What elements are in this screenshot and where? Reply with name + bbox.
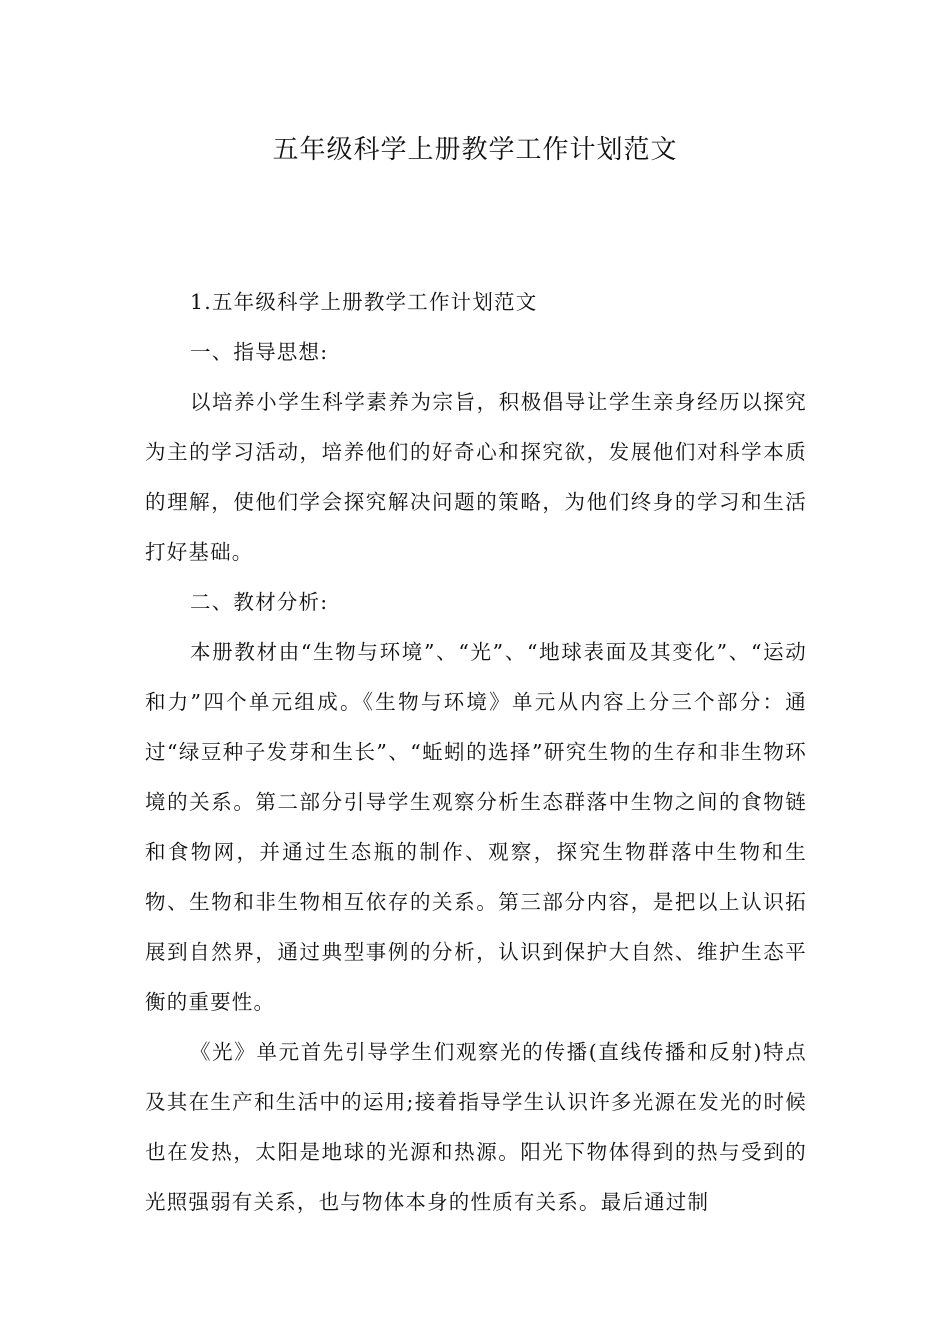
body-paragraph: 以培养小学生科学素养为宗旨，积极倡导让学生亲身经历以探究为主的学习活动，培养他们的好奇心和探究欲，发展他们对科学本质的理解，使他们学会探究解决问题的策略，为他们终身的学习和生活打好基础。	[145, 390, 807, 564]
section-heading: 1.五年级科学上册教学工作计划范文	[190, 290, 538, 314]
section-heading: 一、指导思想:	[190, 340, 329, 364]
body-paragraph: 本册教材由“生物与环境”、“光”、“地球表面及其变化”、“运动和力”四个单元组成。《生物与环境》单元从内容上分三个部分：通过“绿豆种子发芽和生长”、“蚯蚓的选择”研究生物的生存和非生物环境的关系。第二部分引导学生观察分析生态群落中生物之间的食物链和食物网，并通过生态瓶的制作、观察，探究生物群落中生物和生物、生物和非生物相互依存的关系。第三部分内容，是把以上认识拓展到自然界，通过典型事例的分析，认识到保护大自然、维护生态平衡的重要性。	[145, 640, 807, 1014]
body-paragraph: 《光》单元首先引导学生们观察光的传播(直线传播和反射)特点及其在生产和生活中的运用;接着指导学生认识许多光源在发光的时候也在发热，太阳是地球的光源和热源。阳光下物体得到的热与受到的光照强弱有关系，也与物体本身的性质有关系。最后通过制	[145, 1040, 807, 1214]
page-title: 五年级科学上册教学工作计划范文	[272, 135, 678, 165]
section-heading: 二、教材分析:	[190, 590, 329, 614]
document-body	[145, 277, 807, 1227]
